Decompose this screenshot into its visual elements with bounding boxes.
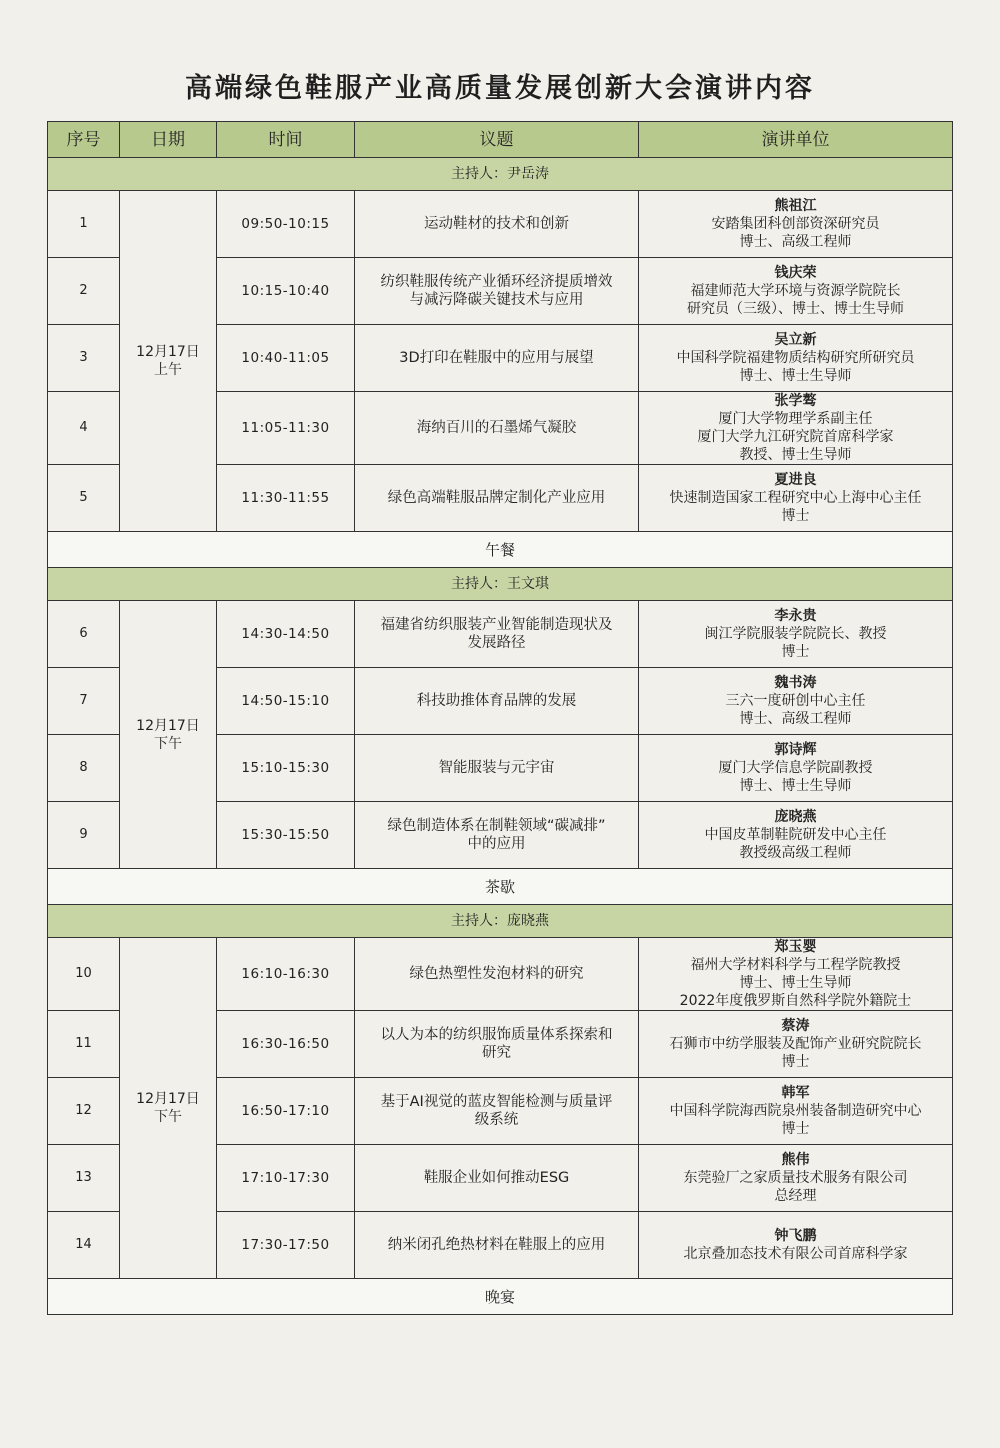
topic-line: 科技助推体育品牌的发展	[416, 693, 577, 709]
date-line: 上午	[154, 362, 182, 378]
talk-number: 12	[48, 1078, 120, 1145]
speaker-name: 钟飞鹏	[774, 1228, 817, 1244]
topic-line: 中的应用	[467, 836, 526, 852]
host-row	[48, 568, 953, 601]
speaker-title: 安踏集团科创部资深研究员	[711, 216, 880, 232]
speaker-title: 快速制造国家工程研究中心上海中心主任	[669, 490, 922, 506]
talk-time: 16:50-17:10	[217, 1078, 355, 1145]
talk-time: 11:30-11:55	[217, 465, 355, 532]
speaker-title: 博士	[781, 508, 810, 524]
speaker-name: 庞晓燕	[774, 809, 817, 825]
speaker-title: 博士、博士生导师	[739, 975, 852, 991]
date-line: 下午	[154, 735, 182, 752]
speaker-cell	[639, 191, 953, 258]
talk-time: 15:30-15:50	[217, 802, 355, 869]
talk-topic	[355, 258, 639, 325]
topic-line: 纺织鞋服传统产业循环经济提质增效	[380, 274, 613, 290]
talk-number: 8	[48, 735, 120, 802]
talk-topic	[355, 1011, 639, 1078]
speaker-cell	[639, 1078, 953, 1145]
speaker-title: 博士、高级工程师	[739, 711, 852, 727]
speaker-title: 博士、博士生导师	[739, 368, 852, 384]
speaker-cell	[639, 258, 953, 325]
speaker-title: 三六一度研创中心主任	[725, 693, 866, 709]
speaker-title: 东莞验厂之家质量技术服务有限公司	[683, 1170, 908, 1186]
talk-number: 9	[48, 802, 120, 869]
topic-line: 发展路径	[467, 635, 526, 651]
header-time: 时间	[217, 122, 355, 158]
speaker-title: 博士、高级工程师	[739, 234, 852, 250]
speaker-title: 教授级高级工程师	[739, 845, 852, 861]
header-speaker: 演讲单位	[639, 122, 953, 158]
session-date	[120, 191, 217, 532]
talk-time: 09:50-10:15	[217, 191, 355, 258]
break-row	[48, 1279, 953, 1315]
talk-topic	[355, 668, 639, 735]
topic-line: 级系统	[474, 1112, 519, 1128]
talk-time: 11:05-11:30	[217, 392, 355, 465]
topic-line: 福建省纺织服装产业智能制造现状及	[380, 617, 613, 633]
talk-time: 10:40-11:05	[217, 325, 355, 392]
talk-number: 3	[48, 325, 120, 392]
topic-line: 与减污降碳关键技术与应用	[409, 292, 584, 308]
talk-topic	[355, 325, 639, 392]
session-date	[120, 938, 217, 1279]
host-name: 主持人：庞晓燕	[48, 905, 953, 938]
talk-number: 14	[48, 1212, 120, 1279]
speaker-cell	[639, 1011, 953, 1078]
speaker-name: 熊伟	[781, 1152, 810, 1168]
topic-line: 绿色热塑性发泡材料的研究	[409, 966, 584, 982]
header-number: 序号	[48, 122, 120, 158]
talk-topic	[355, 938, 639, 1011]
talk-time: 10:15-10:40	[217, 258, 355, 325]
break-label: 晚宴	[48, 1279, 953, 1315]
talk-topic	[355, 392, 639, 465]
talk-number: 2	[48, 258, 120, 325]
header-topic: 议题	[355, 122, 639, 158]
session-date	[120, 601, 217, 869]
speaker-title: 研究员（三级）、博士、博士生导师	[687, 301, 904, 317]
talk-row	[48, 601, 953, 668]
speaker-title: 教授、博士生导师	[739, 447, 852, 463]
speaker-title: 北京叠加态技术有限公司首席科学家	[683, 1246, 908, 1262]
date-line: 下午	[154, 1109, 182, 1125]
host-name: 主持人：王文琪	[48, 568, 953, 601]
talk-number: 1	[48, 191, 120, 258]
talk-time: 16:10-16:30	[217, 938, 355, 1011]
speaker-title: 中国皮革制鞋院研发中心主任	[704, 827, 887, 843]
header-date: 日期	[120, 122, 217, 158]
speaker-title: 福州大学材料科学与工程学院教授	[690, 957, 901, 973]
talk-topic	[355, 1145, 639, 1212]
speaker-name: 夏进良	[774, 472, 817, 488]
talk-topic	[355, 191, 639, 258]
speaker-name: 钱庆荣	[774, 265, 817, 281]
speaker-cell	[639, 601, 953, 668]
speaker-title: 厦门大学九江研究院首席科学家	[697, 429, 894, 445]
header-row	[48, 122, 953, 158]
topic-line: 纳米闭孔绝热材料在鞋服上的应用	[387, 1237, 606, 1253]
break-label: 茶歇	[48, 869, 953, 905]
topic-line: 绿色高端鞋服品牌定制化产业应用	[387, 490, 606, 506]
host-row	[48, 905, 953, 938]
speaker-cell	[639, 1145, 953, 1212]
speaker-title: 2022年度俄罗斯自然科学院外籍院士	[679, 993, 912, 1009]
talk-topic	[355, 735, 639, 802]
speaker-name: 张学骜	[774, 393, 817, 409]
talk-number: 10	[48, 938, 120, 1011]
speaker-name: 郭诗辉	[774, 742, 817, 758]
talk-number: 6	[48, 601, 120, 668]
topic-line: 鞋服企业如何推动ESG	[423, 1170, 570, 1186]
speaker-cell	[639, 392, 953, 465]
talk-time: 17:30-17:50	[217, 1212, 355, 1279]
speaker-cell	[639, 938, 953, 1011]
speaker-title: 闽江学院服装学院院长、教授	[704, 626, 887, 642]
topic-line: 以人为本的纺织服饰质量体系探索和	[380, 1027, 613, 1043]
date-line: 12月17日	[136, 344, 200, 360]
topic-line: 海纳百川的石墨烯气凝胶	[416, 420, 577, 436]
talk-topic	[355, 601, 639, 668]
break-label: 午餐	[48, 532, 953, 568]
talk-row	[48, 191, 953, 258]
speaker-name: 韩军	[781, 1085, 810, 1101]
page-title: 高端绿色鞋服产业高质量发展创新大会演讲内容	[185, 73, 815, 104]
talk-topic	[355, 465, 639, 532]
talk-row	[48, 938, 953, 1011]
speaker-title: 博士	[781, 1121, 810, 1137]
talk-time: 14:30-14:50	[217, 601, 355, 668]
talk-number: 13	[48, 1145, 120, 1212]
talk-topic	[355, 802, 639, 869]
talk-topic	[355, 1078, 639, 1145]
talk-number: 4	[48, 392, 120, 465]
speaker-title: 博士	[781, 644, 810, 660]
speaker-title: 博士、博士生导师	[739, 778, 852, 794]
talk-time: 16:30-16:50	[217, 1011, 355, 1078]
topic-line: 智能服装与元宇宙	[438, 760, 555, 776]
topic-line: 绿色制造体系在制鞋领域“碳减排”	[387, 818, 606, 834]
speaker-cell	[639, 325, 953, 392]
speaker-name: 魏书涛	[774, 675, 817, 691]
talk-time: 17:10-17:30	[217, 1145, 355, 1212]
speaker-cell	[639, 1212, 953, 1279]
speaker-cell	[639, 735, 953, 802]
schedule-table	[47, 121, 953, 1315]
talk-number: 7	[48, 668, 120, 735]
talk-number: 11	[48, 1011, 120, 1078]
speaker-title: 厦门大学物理学系副主任	[718, 411, 873, 427]
speaker-title: 博士	[781, 1054, 810, 1070]
speaker-name: 蔡涛	[781, 1018, 810, 1034]
talk-time: 14:50-15:10	[217, 668, 355, 735]
talk-time: 15:10-15:30	[217, 735, 355, 802]
topic-line: 运动鞋材的技术和创新	[424, 216, 569, 232]
speaker-cell	[639, 802, 953, 869]
talk-number: 5	[48, 465, 120, 532]
speaker-name: 熊祖江	[774, 198, 817, 214]
date-line: 12月17日	[136, 717, 200, 734]
speaker-name: 吴立新	[774, 332, 817, 348]
speaker-title: 厦门大学信息学院副教授	[718, 760, 873, 776]
host-name: 主持人：尹岳涛	[48, 158, 953, 191]
speaker-name: 郑玉婴	[774, 939, 817, 955]
break-row	[48, 869, 953, 905]
speaker-title: 石狮市中纺学服装及配饰产业研究院院长	[669, 1036, 922, 1052]
host-row	[48, 158, 953, 191]
topic-line: 研究	[482, 1045, 511, 1061]
speaker-title: 中国科学院海西院泉州装备制造研究中心	[669, 1103, 922, 1119]
speaker-title: 总经理	[774, 1188, 817, 1204]
topic-line: 基于AI视觉的蓝皮智能检测与质量评	[380, 1094, 613, 1110]
speaker-title: 福建师范大学环境与资源学院院长	[690, 283, 901, 299]
talk-topic	[355, 1212, 639, 1279]
speaker-cell	[639, 465, 953, 532]
break-row	[48, 532, 953, 568]
date-line: 12月17日	[136, 1091, 200, 1107]
speaker-title: 中国科学院福建物质结构研究所研究员	[676, 350, 915, 366]
speaker-cell	[639, 668, 953, 735]
topic-line: 3D打印在鞋服中的应用与展望	[399, 350, 594, 366]
speaker-name: 李永贵	[774, 608, 817, 624]
